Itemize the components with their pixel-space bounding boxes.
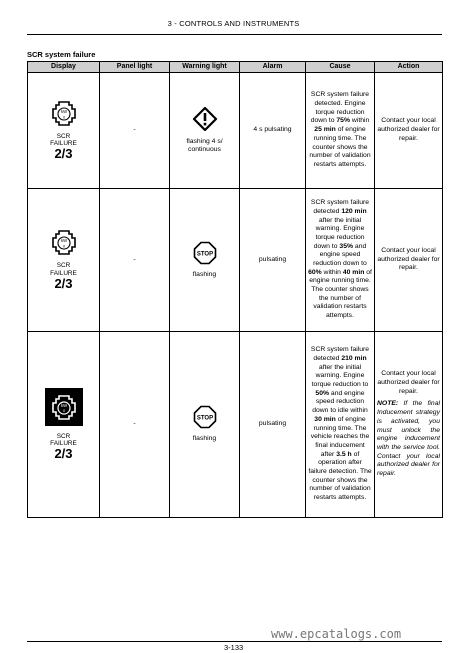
panel-light-cell: - xyxy=(100,332,170,518)
action-text: Contact your local authorized dealer for repair. xyxy=(377,370,440,395)
column-header-display: Display xyxy=(28,62,100,73)
column-header-cause: Cause xyxy=(306,62,375,73)
cause-cell: SCR system failure detected 210 min after the initial warning. Engine torque reduction to 50% and engine speed reduction down to idle within 30 min of engine running time. The vehicle reaches the final inducement after 3.5 h of operation after failure detection. The counter shows the number of validation restarts attempts. xyxy=(306,332,375,518)
action-text: Contact your local authorized dealer for repair. xyxy=(377,117,440,142)
table-row xyxy=(28,332,443,518)
validation-counter: 2/3 xyxy=(54,146,73,162)
scr-engine-icon xyxy=(51,229,77,259)
cause-cell: SCR system failure detected 120 min after the initial warning. Engine torque reduction down to 35% and engine speed reduction down to 60% within 40 min of engine running time. The counter shows the number of validation restarts attempts. xyxy=(306,189,375,332)
section-title: SCR system failure xyxy=(27,50,96,59)
cause-cell: SCR system failure detected. Engine torque reduction down to 75% within 25 min of engine running time. The counter shows the number of validation restarts attempts. xyxy=(306,73,375,189)
scr-engine-icon xyxy=(45,388,83,430)
warning-light-text: flashing xyxy=(192,270,217,278)
column-header-warning-light: Warning light xyxy=(170,62,240,73)
action-cell xyxy=(375,332,443,518)
table-row xyxy=(28,189,443,332)
svg-text:0: 0 xyxy=(62,244,65,249)
panel-light-cell: - xyxy=(100,73,170,189)
action-cell xyxy=(375,73,443,189)
svg-text:0: 0 xyxy=(62,115,65,120)
svg-text:kW: kW xyxy=(60,108,67,114)
table-row xyxy=(28,73,443,189)
scr-failure-table xyxy=(27,61,443,518)
display-cell xyxy=(28,73,100,189)
svg-text:STOP: STOP xyxy=(196,415,213,422)
scr-failure-label: SCR FAILURE xyxy=(50,262,77,277)
alarm-cell: pulsating xyxy=(240,332,306,518)
footer-divider xyxy=(27,641,442,642)
warning-light-text: flashing xyxy=(192,435,217,442)
page-number: 3-133 xyxy=(224,643,244,652)
svg-text:0: 0 xyxy=(62,408,65,413)
alarm-cell: pulsating xyxy=(240,189,306,332)
warning-light-text: flashing 4 s/ continuous xyxy=(186,137,223,154)
display-cell xyxy=(28,332,100,518)
svg-text:STOP: STOP xyxy=(196,251,213,258)
action-cell xyxy=(375,189,443,332)
page-header-title: 3 - CONTROLS AND INSTRUMENTS xyxy=(167,19,300,28)
action-note: NOTE: If the final Inducement strategy is activated, you must unlock the engine inducement with the service tool. Contact your local authorized dealer for repair. xyxy=(377,400,440,477)
scr-failure-label: SCR FAILURE xyxy=(50,132,77,148)
validation-counter: 2/3 xyxy=(54,275,73,291)
header-divider xyxy=(27,34,442,35)
scr-engine-icon xyxy=(51,100,77,130)
warning-light-cell xyxy=(170,73,240,189)
action-text: Contact your local authorized dealer for repair. xyxy=(377,246,440,272)
watermark: www.epcatalogs.com xyxy=(271,627,402,641)
table-header-row xyxy=(28,62,443,73)
column-header-alarm: Alarm xyxy=(240,62,306,73)
stop-icon xyxy=(193,241,217,269)
panel-light-cell: - xyxy=(100,189,170,332)
validation-counter: 2/3 xyxy=(54,446,73,462)
svg-text:kW: kW xyxy=(60,402,67,408)
warning-diamond-icon xyxy=(192,106,218,136)
stop-icon xyxy=(193,405,217,433)
column-header-action: Action xyxy=(375,62,443,73)
svg-text:kW: kW xyxy=(60,238,67,244)
warning-light-cell xyxy=(170,189,240,332)
column-header-panel-light: Panel light xyxy=(100,62,170,73)
scr-failure-label: SCR FAILURE xyxy=(50,432,77,448)
warning-light-cell xyxy=(170,332,240,518)
alarm-cell: 4 s pulsating xyxy=(240,73,306,189)
display-cell xyxy=(28,189,100,332)
